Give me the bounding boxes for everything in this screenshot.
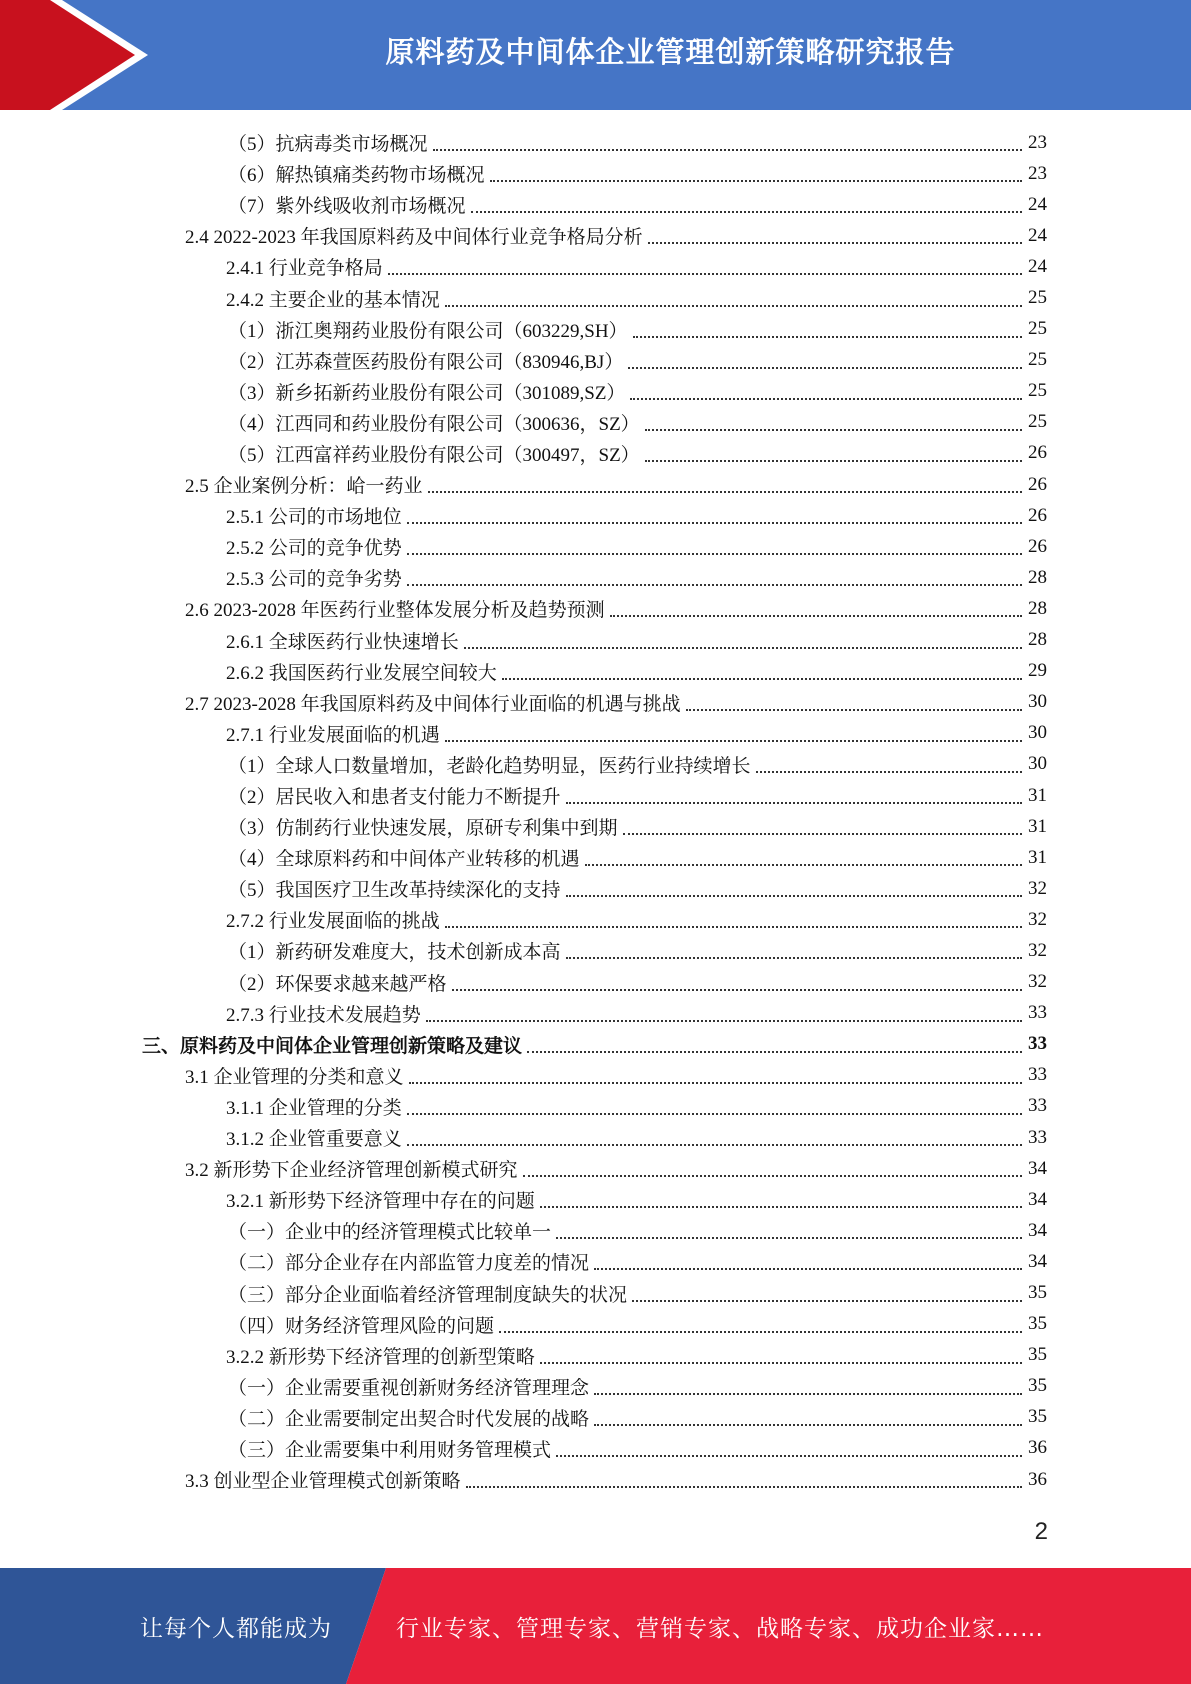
toc-entry-page: 29 bbox=[1028, 660, 1047, 682]
toc-dot-leader bbox=[499, 1330, 1022, 1333]
toc-entry[interactable] bbox=[0, 562, 1191, 593]
toc-entry[interactable] bbox=[0, 1122, 1191, 1153]
toc-entry[interactable] bbox=[0, 935, 1191, 966]
toc-dot-leader bbox=[645, 459, 1022, 462]
toc-dot-leader bbox=[433, 148, 1022, 151]
toc-dot-leader bbox=[610, 614, 1022, 617]
toc-entry-label: （4）江西同和药业股份有限公司（300636，SZ） bbox=[228, 413, 640, 435]
toc-entry-page: 32 bbox=[1028, 939, 1047, 961]
toc-entry-page: 35 bbox=[1028, 1344, 1047, 1366]
toc-entry[interactable] bbox=[0, 127, 1191, 158]
toc-entry-page: 30 bbox=[1028, 691, 1047, 713]
toc-dot-leader bbox=[452, 988, 1022, 991]
toc-dot-leader bbox=[445, 925, 1022, 928]
toc-entry-page: 33 bbox=[1028, 1033, 1047, 1055]
toc-entry-label: 2.5.1 公司的市场地位 bbox=[226, 507, 402, 529]
toc-entry-page: 33 bbox=[1028, 1126, 1047, 1148]
toc-entry-page: 36 bbox=[1028, 1437, 1047, 1459]
toc-entry-page: 33 bbox=[1028, 1095, 1047, 1117]
toc-entry[interactable] bbox=[0, 438, 1191, 469]
toc-entry[interactable] bbox=[0, 811, 1191, 842]
toc-dot-leader bbox=[407, 1143, 1022, 1146]
toc-entry[interactable] bbox=[0, 1464, 1191, 1495]
toc-entry-page: 28 bbox=[1028, 566, 1047, 588]
toc-entry-page: 25 bbox=[1028, 380, 1047, 402]
toc-entry-label: 3.1.1 企业管理的分类 bbox=[226, 1097, 402, 1119]
toc-entry-label: （一）企业需要重视创新财务经济管理理念 bbox=[228, 1377, 590, 1399]
toc-dot-leader bbox=[445, 739, 1022, 742]
toc-entry[interactable] bbox=[0, 251, 1191, 282]
toc-entry[interactable] bbox=[0, 1246, 1191, 1277]
toc-entry-label: （四）财务经济管理风险的问题 bbox=[228, 1315, 495, 1337]
footer-slogan-left: 让每个人都能成为 bbox=[140, 1615, 332, 1642]
toc-entry[interactable] bbox=[0, 625, 1191, 656]
toc-entry[interactable] bbox=[0, 842, 1191, 873]
toc-entry-label: （5）我国医疗卫生改革持续深化的支持 bbox=[228, 880, 561, 902]
toc-entry[interactable] bbox=[0, 500, 1191, 531]
toc-entry[interactable] bbox=[0, 407, 1191, 438]
toc-entry-page: 36 bbox=[1028, 1468, 1047, 1490]
toc-dot-leader bbox=[407, 583, 1022, 586]
toc-entry-label: （2）江苏森萱医药股份有限公司（830946,BJ） bbox=[228, 351, 624, 373]
toc-entry-page: 28 bbox=[1028, 597, 1047, 619]
toc-entry[interactable] bbox=[0, 469, 1191, 500]
toc-entry-page: 35 bbox=[1028, 1375, 1047, 1397]
toc-entry-page: 26 bbox=[1028, 442, 1047, 464]
toc-entry-label: 2.5.3 公司的竞争劣势 bbox=[226, 569, 402, 591]
toc-entry[interactable] bbox=[0, 531, 1191, 562]
toc-entry-label: （4）全球原料药和中间体产业转移的机遇 bbox=[228, 849, 580, 871]
toc-dot-leader bbox=[645, 428, 1022, 431]
toc-entry-page: 32 bbox=[1028, 877, 1047, 899]
toc-entry-page: 31 bbox=[1028, 815, 1047, 837]
toc-dot-leader bbox=[428, 490, 1022, 493]
toc-entry-page: 34 bbox=[1028, 1250, 1047, 1272]
toc-entry-page: 32 bbox=[1028, 971, 1047, 993]
toc-dot-leader bbox=[407, 1112, 1022, 1115]
toc-entry-page: 34 bbox=[1028, 1157, 1047, 1179]
toc-entry-page: 35 bbox=[1028, 1282, 1047, 1304]
toc-entry-label: 3.2 新形势下企业经济管理创新模式研究 bbox=[185, 1160, 518, 1182]
toc-entry-label: 2.4.2 主要企业的基本情况 bbox=[226, 289, 440, 311]
toc-entry[interactable] bbox=[0, 1277, 1191, 1308]
toc-dot-leader bbox=[633, 335, 1022, 338]
toc-entry-page: 35 bbox=[1028, 1406, 1047, 1428]
table-of-contents bbox=[0, 127, 1191, 1495]
toc-dot-leader bbox=[409, 1081, 1022, 1084]
toc-entry-page: 32 bbox=[1028, 908, 1047, 930]
toc-entry-label: 3.2.1 新形势下经济管理中存在的问题 bbox=[226, 1191, 535, 1213]
toc-entry-label: （三）部分企业面临着经济管理制度缺失的状况 bbox=[228, 1284, 628, 1306]
toc-entry-label: 3.3 创业型企业管理模式创新策略 bbox=[185, 1471, 461, 1493]
toc-entry-page: 25 bbox=[1028, 287, 1047, 309]
toc-entry-page: 33 bbox=[1028, 1002, 1047, 1024]
toc-entry[interactable] bbox=[0, 873, 1191, 904]
toc-entry[interactable] bbox=[0, 593, 1191, 624]
toc-dot-leader bbox=[490, 179, 1022, 182]
toc-entry-page: 35 bbox=[1028, 1313, 1047, 1335]
toc-entry[interactable] bbox=[0, 1340, 1191, 1371]
toc-entry-page: 34 bbox=[1028, 1188, 1047, 1210]
toc-entry-page: 33 bbox=[1028, 1064, 1047, 1086]
toc-dot-leader bbox=[407, 552, 1022, 555]
toc-entry-page: 23 bbox=[1028, 162, 1047, 184]
toc-dot-leader bbox=[566, 801, 1022, 804]
toc-entry[interactable] bbox=[0, 189, 1191, 220]
toc-entry[interactable] bbox=[0, 1091, 1191, 1122]
toc-entry-label: 2.6 2023-2028 年医药行业整体发展分析及趋势预测 bbox=[185, 600, 605, 622]
toc-dot-leader bbox=[594, 1392, 1022, 1395]
toc-entry-label: （一）企业中的经济管理模式比较单一 bbox=[228, 1222, 552, 1244]
toc-entry-page: 24 bbox=[1028, 193, 1047, 215]
toc-entry[interactable] bbox=[0, 904, 1191, 935]
toc-entry[interactable] bbox=[0, 1309, 1191, 1340]
toc-entry-label: （2）居民收入和患者支付能力不断提升 bbox=[228, 787, 561, 809]
toc-entry-label: （5）抗病毒类市场概况 bbox=[228, 134, 428, 156]
document-title: 原料药及中间体企业管理创新策略研究报告 bbox=[385, 34, 956, 69]
toc-entry[interactable] bbox=[0, 967, 1191, 998]
toc-dot-leader bbox=[686, 708, 1022, 711]
toc-dot-leader bbox=[523, 1174, 1022, 1177]
toc-entry-page: 28 bbox=[1028, 629, 1047, 651]
toc-entry[interactable] bbox=[0, 1402, 1191, 1433]
toc-dot-leader bbox=[594, 1423, 1022, 1426]
toc-entry-page: 24 bbox=[1028, 224, 1047, 246]
toc-dot-leader bbox=[566, 956, 1022, 959]
toc-dot-leader bbox=[556, 1454, 1022, 1457]
toc-dot-leader bbox=[388, 272, 1022, 275]
toc-entry-label: （2）环保要求越来越严格 bbox=[228, 973, 447, 995]
toc-entry[interactable] bbox=[0, 1029, 1191, 1060]
toc-entry[interactable] bbox=[0, 345, 1191, 376]
toc-entry-label: 2.6.2 我国医药行业发展空间较大 bbox=[226, 662, 497, 684]
toc-entry[interactable] bbox=[0, 1215, 1191, 1246]
toc-dot-leader bbox=[594, 1267, 1022, 1270]
toc-entry-page: 26 bbox=[1028, 473, 1047, 495]
toc-entry-label: （5）江西富祥药业股份有限公司（300497，SZ） bbox=[228, 444, 640, 466]
page-footer bbox=[0, 1568, 1191, 1684]
toc-entry-page: 25 bbox=[1028, 349, 1047, 371]
toc-entry[interactable] bbox=[0, 220, 1191, 251]
toc-dot-leader bbox=[471, 210, 1022, 213]
toc-entry[interactable] bbox=[0, 1060, 1191, 1091]
toc-entry[interactable] bbox=[0, 1153, 1191, 1184]
toc-entry[interactable] bbox=[0, 282, 1191, 313]
toc-entry-page: 30 bbox=[1028, 722, 1047, 744]
toc-entry-label: 2.5 企业案例分析：峆一药业 bbox=[185, 476, 423, 498]
toc-entry-label: （7）紫外线吸收剂市场概况 bbox=[228, 196, 466, 218]
toc-entry[interactable] bbox=[0, 780, 1191, 811]
toc-entry-label: （1）浙江奥翔药业股份有限公司（603229,SH） bbox=[228, 320, 628, 342]
toc-dot-leader bbox=[527, 1050, 1022, 1053]
toc-dot-leader bbox=[556, 1236, 1022, 1239]
toc-entry-label: 3.1.2 企业管重要意义 bbox=[226, 1129, 402, 1151]
toc-dot-leader bbox=[585, 863, 1022, 866]
toc-dot-leader bbox=[623, 832, 1022, 835]
toc-entry[interactable] bbox=[0, 376, 1191, 407]
toc-dot-leader bbox=[464, 646, 1022, 649]
toc-entry-page: 31 bbox=[1028, 784, 1047, 806]
toc-entry-label: （二）企业需要制定出契合时代发展的战略 bbox=[228, 1408, 590, 1430]
toc-entry[interactable] bbox=[0, 718, 1191, 749]
toc-dot-leader bbox=[632, 1299, 1022, 1302]
toc-entry-label: 3.1 企业管理的分类和意义 bbox=[185, 1066, 404, 1088]
toc-dot-leader bbox=[540, 1361, 1022, 1364]
toc-entry-label: 3.2.2 新形势下经济管理的创新型策略 bbox=[226, 1346, 535, 1368]
toc-entry-label: 2.5.2 公司的竞争优势 bbox=[226, 538, 402, 560]
toc-entry-page: 25 bbox=[1028, 318, 1047, 340]
toc-entry-label: （1）新药研发难度大，技术创新成本高 bbox=[228, 942, 561, 964]
toc-dot-leader bbox=[466, 1485, 1022, 1488]
toc-dot-leader bbox=[756, 770, 1022, 773]
chevron-right-icon bbox=[0, 0, 160, 110]
toc-entry-label: 2.4 2022-2023 年我国原料药及中间体行业竞争格局分析 bbox=[185, 227, 643, 249]
toc-entry-label: 2.7.1 行业发展面临的机遇 bbox=[226, 724, 440, 746]
page-number: 2 bbox=[1034, 1518, 1048, 1545]
toc-entry-page: 26 bbox=[1028, 504, 1047, 526]
toc-entry-page: 25 bbox=[1028, 411, 1047, 433]
toc-entry[interactable] bbox=[0, 314, 1191, 345]
toc-entry[interactable] bbox=[0, 998, 1191, 1029]
toc-entry-label: （6）解热镇痛类药物市场概况 bbox=[228, 165, 485, 187]
toc-entry-label: 2.7.3 行业技术发展趋势 bbox=[226, 1004, 421, 1026]
footer-slogan-right: 行业专家、管理专家、营销专家、战略专家、成功企业家…… bbox=[396, 1615, 1044, 1642]
toc-entry-label: （二）部分企业存在内部监管力度差的情况 bbox=[228, 1253, 590, 1275]
toc-dot-leader bbox=[630, 397, 1022, 400]
toc-entry-label: （三）企业需要集中利用财务管理模式 bbox=[228, 1439, 552, 1461]
toc-entry-label: 2.6.1 全球医药行业快速增长 bbox=[226, 631, 459, 653]
toc-entry-label: 2.7 2023-2028 年我国原料药及中间体行业面临的机遇与挑战 bbox=[185, 693, 681, 715]
toc-entry-label: （3）新乡拓新药业股份有限公司（301089,SZ） bbox=[228, 382, 626, 404]
toc-entry[interactable] bbox=[0, 687, 1191, 718]
toc-entry[interactable] bbox=[0, 656, 1191, 687]
toc-dot-leader bbox=[540, 1205, 1022, 1208]
toc-dot-leader bbox=[407, 521, 1022, 524]
toc-entry-label: （1）全球人口数量增加，老龄化趋势明显，医药行业持续增长 bbox=[228, 755, 751, 777]
toc-dot-leader bbox=[426, 1019, 1022, 1022]
toc-entry[interactable] bbox=[0, 1371, 1191, 1402]
toc-entry[interactable] bbox=[0, 158, 1191, 189]
toc-entry-page: 31 bbox=[1028, 846, 1047, 868]
toc-entry[interactable] bbox=[0, 749, 1191, 780]
toc-dot-leader bbox=[566, 894, 1022, 897]
toc-entry-label: 2.4.1 行业竞争格局 bbox=[226, 258, 383, 280]
toc-entry-page: 23 bbox=[1028, 131, 1047, 153]
toc-entry-page: 34 bbox=[1028, 1219, 1047, 1241]
toc-dot-leader bbox=[502, 677, 1022, 680]
toc-dot-leader bbox=[445, 304, 1022, 307]
toc-entry-page: 26 bbox=[1028, 535, 1047, 557]
toc-entry-label: 2.7.2 行业发展面临的挑战 bbox=[226, 911, 440, 933]
toc-dot-leader bbox=[628, 366, 1022, 369]
toc-entry-page: 30 bbox=[1028, 753, 1047, 775]
toc-entry-label: （3）仿制药行业快速发展，原研专利集中到期 bbox=[228, 818, 618, 840]
toc-entry-page: 24 bbox=[1028, 255, 1047, 277]
page-header bbox=[0, 0, 1191, 110]
toc-dot-leader bbox=[648, 241, 1022, 244]
toc-entry[interactable] bbox=[0, 1433, 1191, 1464]
toc-entry[interactable] bbox=[0, 1184, 1191, 1215]
toc-entry-label: 三、原料药及中间体企业管理创新策略及建议 bbox=[142, 1035, 523, 1057]
